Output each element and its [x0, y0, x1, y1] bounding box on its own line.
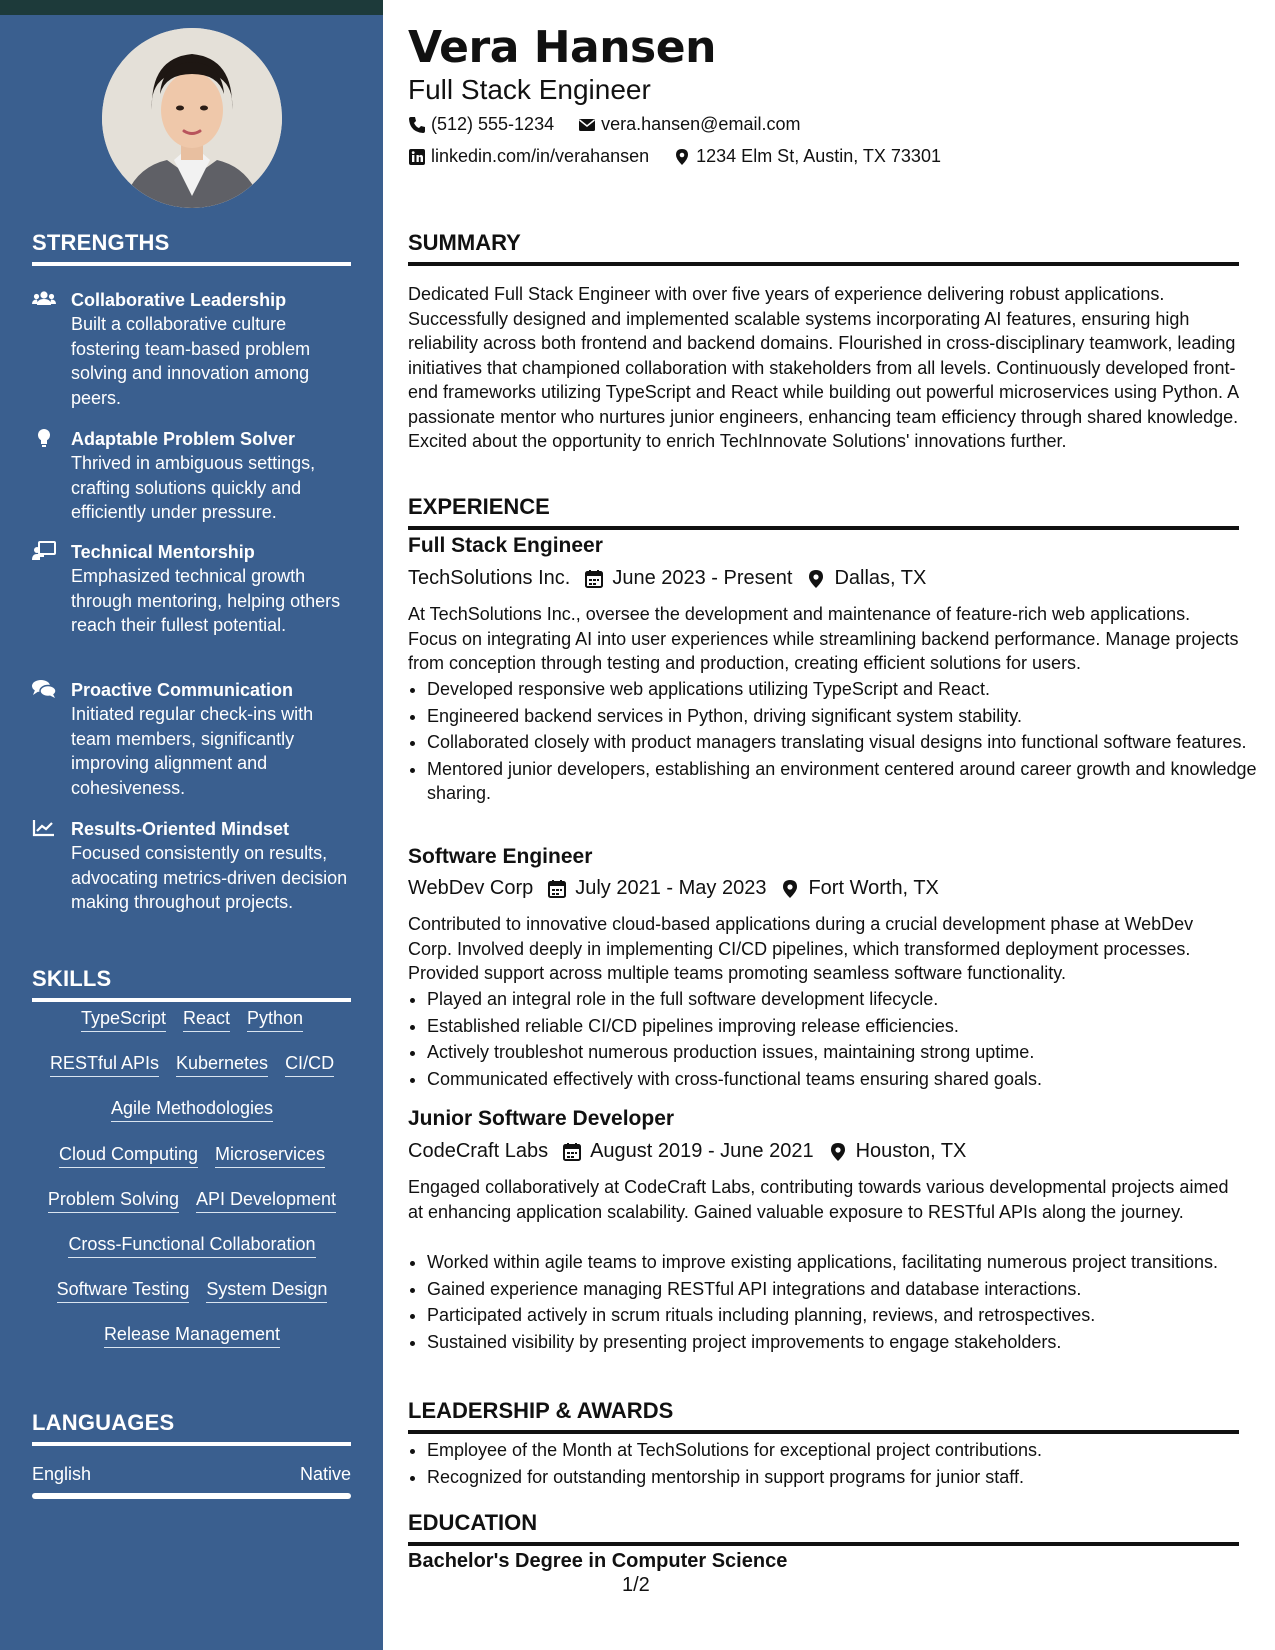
job-bullet: • Collaborated closely with product managers translating visual designs into functional software features. — [427, 730, 1258, 755]
experience-heading: EXPERIENCE — [408, 494, 1239, 530]
skill-row — [32, 1096, 352, 1141]
skill-row — [32, 1277, 352, 1322]
address-contact — [673, 146, 941, 167]
skill-tag: RESTful APIs — [50, 1051, 159, 1077]
skill-tag: System Design — [206, 1277, 327, 1303]
calendar-icon — [562, 1142, 582, 1162]
education-degree: Bachelor's Degree in Computer Science — [408, 1550, 788, 1572]
contact-row — [408, 114, 800, 135]
skill-tag: API Development — [196, 1187, 336, 1213]
job-dates: June 2023 - Present — [612, 567, 793, 589]
skill-tag: Cross-Functional Collaboration — [68, 1232, 315, 1258]
linkedin-text[interactable]: linkedin.com/in/verahansen — [431, 146, 650, 166]
job-bullet: • Mentored junior developers, establishing an environment centered around career growth and knowledge sharing. — [427, 757, 1258, 806]
map-marker-icon — [673, 148, 691, 166]
email-text[interactable]: vera.hansen@email.com — [601, 114, 801, 134]
language-item — [32, 1464, 351, 1485]
job-bullet: • Participated actively in scrum rituals including planning, reviews, and retrospectives. — [427, 1303, 1258, 1328]
linkedin-icon — [408, 148, 426, 166]
strength-title: Adaptable Problem Solver — [71, 429, 296, 449]
skill-tag: TypeScript — [81, 1006, 166, 1032]
map-marker-icon — [780, 879, 800, 899]
language-level: Native — [299, 1464, 351, 1484]
sidebar-top-band — [0, 0, 383, 15]
strength-description: Emphasized technical growth through mentoring, helping others reach their fullest potential. — [71, 566, 341, 635]
job-description: Engaged collaboratively at CodeCraft Labs, contributing towards various developmental projects aimed at enhancing application scalability. Gained valuable exposure to RESTful APIs along the journey. — [408, 1177, 1229, 1222]
strength-title: Proactive Communication — [71, 680, 294, 700]
job-title: Full Stack Engineer — [408, 534, 603, 557]
job-bullet: • Worked within agile teams to improve existing applications, facilitating numerous project transitions. — [427, 1250, 1258, 1275]
skill-row — [32, 1142, 352, 1187]
job-bullet: • Engineered backend services in Python, driving significant system stability. — [427, 704, 1258, 729]
skills-heading: SKILLS — [32, 966, 351, 1002]
skill-row — [32, 1232, 352, 1277]
leadership-item: • Recognized for outstanding mentorship in support programs for junior staff. — [427, 1465, 1258, 1490]
strength-title: Results-Oriented Mindset — [71, 819, 290, 839]
skill-tag: Kubernetes — [176, 1051, 268, 1077]
job-title: Software Engineer — [408, 845, 593, 868]
calendar-icon — [584, 569, 604, 589]
candidate-name: Vera Hansen — [408, 22, 716, 73]
job-bullet: • Established reliable CI/CD pipelines improving release efficiencies. — [427, 1014, 1258, 1039]
job-meta — [408, 567, 926, 590]
job-location: Dallas, TX — [834, 567, 927, 589]
skill-tag: React — [183, 1006, 230, 1032]
job-meta — [408, 1140, 966, 1163]
address-text: 1234 Elm St, Austin, TX 73301 — [696, 146, 941, 166]
job-dates: August 2019 - June 2021 — [590, 1140, 814, 1162]
job-company: TechSolutions Inc. — [408, 567, 571, 589]
language-name: English — [32, 1464, 92, 1484]
users-icon — [32, 289, 56, 309]
strengths-heading: STRENGTHS — [32, 230, 351, 266]
phone-icon — [408, 116, 426, 134]
skill-tag: Python — [247, 1006, 303, 1032]
job-company: WebDev Corp — [408, 877, 534, 899]
phone-contact — [408, 114, 554, 135]
phone-text: (512) 555-1234 — [431, 114, 555, 134]
strength-item — [32, 540, 352, 638]
language-level-bar — [32, 1493, 351, 1499]
job-location: Houston, TX — [855, 1140, 967, 1162]
strength-item — [32, 427, 352, 525]
job-bullets — [408, 677, 1258, 808]
strength-description: Built a collaborative culture fostering team-based problem solving and innovation among peers. — [71, 314, 311, 408]
job-bullets — [408, 987, 1258, 1093]
job-dates: July 2021 - May 2023 — [575, 877, 767, 899]
strength-description: Thrived in ambiguous settings, crafting solutions quickly and efficiently under pressure. — [71, 453, 316, 522]
skill-tag: Release Management — [104, 1322, 280, 1348]
skill-tag: Problem Solving — [48, 1187, 179, 1213]
job-company: CodeCraft Labs — [408, 1140, 549, 1162]
strength-title: Collaborative Leadership — [71, 290, 287, 310]
map-marker-icon — [806, 569, 826, 589]
page-number: 1/2 — [622, 1574, 650, 1596]
calendar-icon — [547, 879, 567, 899]
job-title: Junior Software Developer — [408, 1107, 675, 1130]
job-location: Fort Worth, TX — [808, 877, 939, 899]
avatar — [102, 28, 282, 208]
chalkboard-teacher-icon — [32, 541, 56, 561]
strength-description: Initiated regular check-ins with team members, significantly improving alignment and cohesiveness. — [71, 704, 314, 798]
job-bullet: • Developed responsive web applications utilizing TypeScript and React. — [427, 677, 1258, 702]
summary-text: Dedicated Full Stack Engineer with over five years of experience delivering robust applications. Successfully designed and implemented scalable systems incorporating AI features, ensuring high reliability across both frontend and backend domains. Flourished in cross-disciplinary teamwork, leading initiatives that championed collaboration with stakeholders from all levels. Continuously developed front-end frameworks utilizing TypeScript and React while building out powerful microservices using Python. A passionate mentor who nurtures junior engineers, enhancing team efficiency through shared knowledge. Excited about the opportunity to enrich TechInnovate Solutions' innovations further. — [408, 284, 1239, 451]
candidate-title: Full Stack Engineer — [408, 74, 651, 105]
strength-title: Technical Mentorship — [71, 542, 255, 562]
skill-tag: CI/CD — [285, 1051, 334, 1077]
skill-tag: Microservices — [215, 1142, 325, 1168]
strength-item — [32, 678, 352, 800]
map-marker-icon — [828, 1142, 848, 1162]
strength-description: Focused consistently on results, advocating metrics-driven decision making throughout projects. — [71, 843, 348, 912]
leadership-heading: LEADERSHIP & AWARDS — [408, 1398, 1239, 1434]
job-bullet: • Actively troubleshot numerous production issues, maintaining strong uptime. — [427, 1040, 1258, 1065]
job-bullets — [408, 1250, 1258, 1356]
job-bullet: • Played an integral role in the full software development lifecycle. — [427, 987, 1258, 1012]
languages-heading: LANGUAGES — [32, 1410, 351, 1446]
strength-item — [32, 817, 352, 915]
envelope-icon — [578, 116, 596, 134]
email-contact[interactable] — [578, 114, 800, 135]
education-heading: EDUCATION — [408, 1510, 1239, 1546]
leadership-item: • Employee of the Month at TechSolutions for exceptional project contributions. — [427, 1438, 1258, 1463]
skill-tag: Cloud Computing — [59, 1142, 198, 1168]
skills-list — [32, 1006, 352, 1368]
strength-item — [32, 288, 352, 410]
job-description: Contributed to innovative cloud-based applications during a crucial development phase at WebDev Corp. Involved deeply in implementing CI/CD pipelines, which transformed deployment processes. Provided support across multiple teams promoting seamless software functionality. — [408, 914, 1194, 983]
job-meta — [408, 877, 939, 900]
skill-row — [32, 1006, 352, 1051]
skill-tag: Agile Methodologies — [111, 1096, 273, 1122]
skill-tag: Software Testing — [57, 1277, 190, 1303]
job-description: At TechSolutions Inc., oversee the development and maintenance of feature-rich web applications. Focus on integrating AI into user experiences while streamlining backend performance. Manage projects from conception through testing and production, creating efficient solutions for users. — [408, 604, 1239, 673]
linkedin-contact[interactable] — [408, 146, 649, 167]
skill-row — [32, 1187, 352, 1232]
leadership-list — [408, 1438, 1258, 1491]
contact-row — [408, 146, 941, 167]
sidebar — [0, 0, 383, 1650]
skill-row — [32, 1322, 352, 1367]
lightbulb-icon — [32, 428, 56, 448]
skill-row — [32, 1051, 352, 1096]
job-bullet: • Communicated effectively with cross-functional teams ensuring shared goals. — [427, 1067, 1258, 1092]
comments-icon — [32, 679, 56, 699]
job-bullet: • Sustained visibility by presenting project improvements to engage stakeholders. — [427, 1330, 1258, 1355]
chart-line-icon — [32, 818, 56, 838]
summary-heading: SUMMARY — [408, 230, 1239, 266]
job-bullet: • Gained experience managing RESTful API integrations and database interactions. — [427, 1277, 1258, 1302]
